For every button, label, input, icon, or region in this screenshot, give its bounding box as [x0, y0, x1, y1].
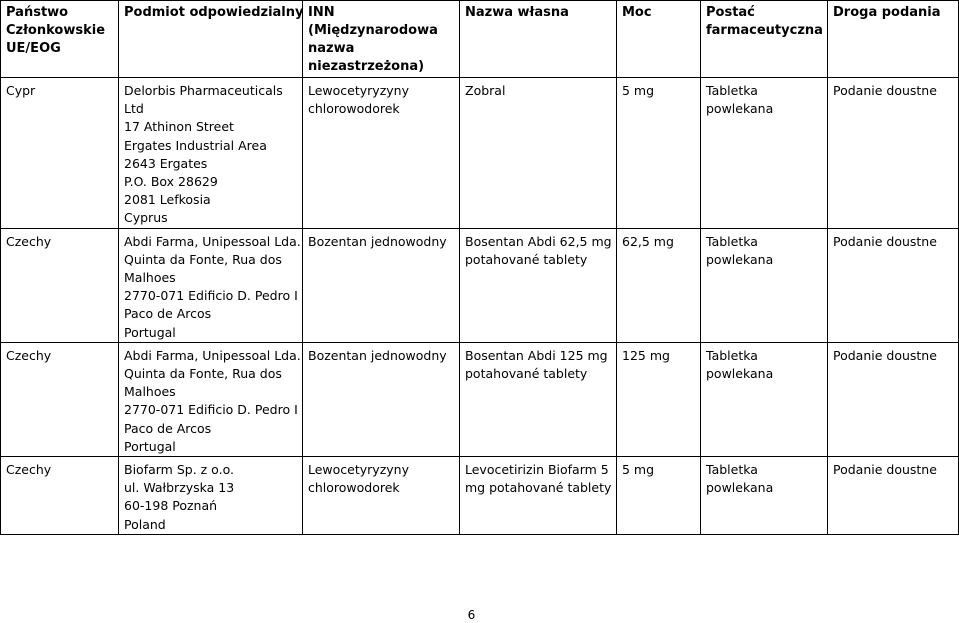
name-line: Bosentan Abdi 125 mg — [465, 347, 608, 363]
name-line: Bosentan Abdi 62,5 mg — [465, 233, 612, 249]
form-line: powlekana — [706, 101, 774, 117]
holder-line: Quinta da Fonte, Rua dos — [124, 251, 282, 267]
table-row — [1, 228, 959, 342]
route-cell — [828, 457, 959, 535]
country-cell — [1, 78, 119, 229]
header-text-line: Postać — [706, 5, 755, 20]
name-cell — [460, 78, 617, 229]
table-row — [1, 78, 959, 229]
header-holder — [119, 1, 303, 78]
inn-line: chlorowodorek — [308, 480, 400, 496]
name-line: potahované tablety — [465, 366, 588, 382]
page-number: 6 — [467, 608, 476, 622]
route-cell — [828, 78, 959, 229]
route-line: Podanie doustne — [833, 233, 937, 249]
strength-line: 62,5 mg — [622, 233, 674, 249]
holder-line: Ergates Industrial Area — [124, 137, 267, 153]
form-cell — [701, 457, 828, 535]
country-text: Cypr — [6, 83, 36, 98]
holder-line: 17 Athinon Street — [124, 119, 234, 135]
holder-line: Biofarm Sp. z o.o. — [124, 462, 234, 478]
holder-line: Ltd — [124, 101, 144, 117]
country-text: Czechy — [6, 233, 52, 249]
form-line: Tabletka — [706, 347, 758, 363]
header-inn — [303, 1, 460, 78]
holder-line: Delorbis Pharmaceuticals — [124, 83, 283, 98]
name-line: Levocetirizin Biofarm 5 — [465, 462, 609, 478]
holder-line: Malhoes — [124, 384, 176, 400]
form-cell — [701, 228, 828, 342]
form-line: Tabletka — [706, 83, 758, 98]
holder-line: 60-198 Poznań — [124, 498, 218, 514]
holder-line: 2643 Ergates — [124, 155, 208, 171]
holder-line: 2081 Lefkosia — [124, 192, 211, 208]
inn-line: Lewocetyryzyny — [308, 83, 409, 98]
form-line: powlekana — [706, 251, 774, 267]
header-text-line: niezastrzeżona) — [308, 59, 425, 74]
header-text-line: Państwo — [6, 5, 69, 20]
strength-cell — [617, 457, 701, 535]
name-line: Zobral — [465, 83, 506, 98]
header-text-line: Moc — [622, 5, 652, 20]
header-strength — [617, 1, 701, 78]
header-name — [460, 1, 617, 78]
name-cell — [460, 228, 617, 342]
strength-cell — [617, 342, 701, 456]
holder-line: Cyprus — [124, 210, 168, 226]
country-cell — [1, 342, 119, 456]
holder-cell — [119, 457, 303, 535]
table-row — [1, 457, 959, 535]
table-body — [1, 78, 959, 535]
header-text-line: nazwa — [308, 41, 355, 56]
country-text: Czechy — [6, 347, 52, 363]
inn-cell — [303, 457, 460, 535]
form-line: powlekana — [706, 366, 774, 382]
holder-line: Paco de Arcos — [124, 420, 212, 436]
inn-line: Lewocetyryzyny — [308, 462, 409, 478]
inn-cell — [303, 78, 460, 229]
holder-line: P.O. Box 28629 — [124, 174, 218, 190]
holder-line: Abdi Farma, Unipessoal Lda. — [124, 233, 301, 249]
strength-line: 5 mg — [622, 83, 655, 98]
holder-line: Poland — [124, 516, 166, 532]
inn-line: Bozentan jednowodny — [308, 233, 447, 249]
header-text-line: Podmiot odpowiedzialny — [124, 5, 304, 20]
name-cell — [460, 342, 617, 456]
header-route — [828, 1, 959, 78]
inn-line: Bozentan jednowodny — [308, 347, 447, 363]
country-cell — [1, 457, 119, 535]
table-row — [1, 342, 959, 456]
holder-line: Portugal — [124, 438, 176, 454]
form-line: powlekana — [706, 480, 774, 496]
header-text-line: farmaceutyczna — [706, 23, 823, 38]
holder-line: 2770-071 Edificio D. Pedro I — [124, 402, 298, 418]
route-line: Podanie doustne — [833, 462, 937, 478]
holder-cell — [119, 228, 303, 342]
inn-line: chlorowodorek — [308, 101, 400, 117]
inn-cell — [303, 342, 460, 456]
holder-line: Malhoes — [124, 270, 176, 286]
country-text: Czechy — [6, 462, 52, 478]
holder-line: 2770-071 Edificio D. Pedro I — [124, 288, 298, 304]
holder-line: Abdi Farma, Unipessoal Lda. — [124, 347, 301, 363]
header-form — [701, 1, 828, 78]
form-line: Tabletka — [706, 462, 758, 478]
name-line: mg potahované tablety — [465, 480, 612, 496]
holder-line: ul. Wałbrzyska 13 — [124, 480, 235, 496]
header-text-line: Członkowskie — [6, 23, 106, 38]
table-header-row — [1, 1, 959, 78]
strength-line: 5 mg — [622, 462, 655, 478]
header-text-line: (Międzynarodowa — [308, 23, 438, 38]
header-country — [1, 1, 119, 78]
holder-line: Quinta da Fonte, Rua dos — [124, 366, 282, 382]
form-line: Tabletka — [706, 233, 758, 249]
strength-cell — [617, 78, 701, 229]
header-text-line: INN — [308, 5, 335, 20]
country-cell — [1, 228, 119, 342]
name-cell — [460, 457, 617, 535]
route-cell — [828, 342, 959, 456]
holder-cell — [119, 342, 303, 456]
route-line: Podanie doustne — [833, 347, 937, 363]
strength-line: 125 mg — [622, 347, 670, 363]
holder-line: Portugal — [124, 324, 176, 340]
route-cell — [828, 228, 959, 342]
holder-line: Paco de Arcos — [124, 306, 212, 322]
form-cell — [701, 78, 828, 229]
name-line: potahované tablety — [465, 251, 588, 267]
inn-cell — [303, 228, 460, 342]
header-text-line: Nazwa własna — [465, 5, 569, 20]
form-cell — [701, 342, 828, 456]
header-text-line: UE/EOG — [6, 41, 61, 56]
header-text-line: Droga podania — [833, 5, 941, 20]
holder-cell — [119, 78, 303, 229]
strength-cell — [617, 228, 701, 342]
route-line: Podanie doustne — [833, 83, 937, 98]
